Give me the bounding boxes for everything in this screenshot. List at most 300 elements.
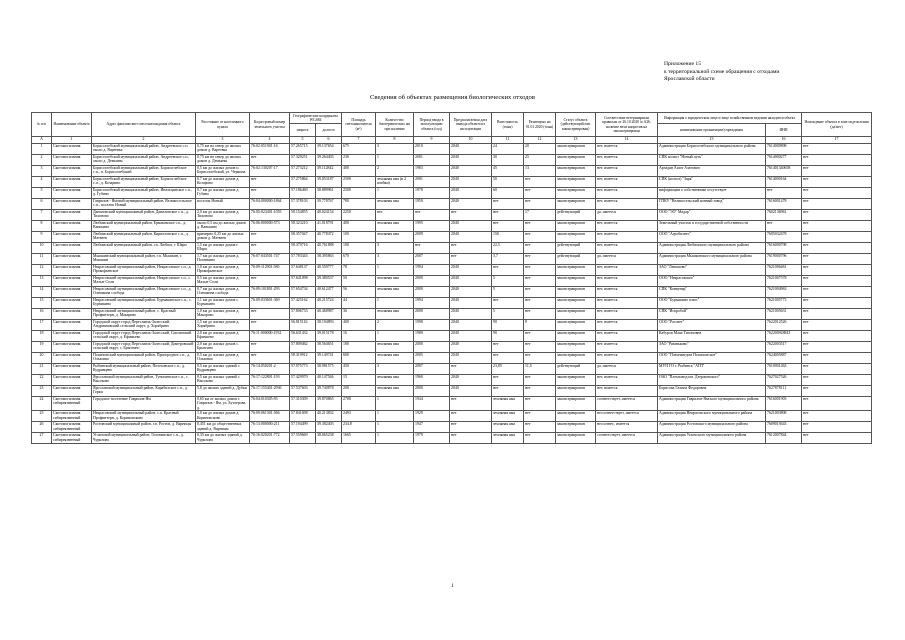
cell-rules: нет, имеется [596,177,658,188]
cell-distance: 0,5 км до жилых домов д. Ольховка [196,353,250,364]
cell-placed: нет [524,422,556,433]
cell-longitude: 39.112842 [316,166,342,177]
cell-num: 22 [32,375,52,386]
cell-capacity: нет [492,386,524,397]
cell-placed: нет [524,232,556,243]
cell-flood: нет [802,144,872,155]
cell-address: Рыбинский муниципальный район, Полеховское с.п., д. Кудрявцево [92,364,196,375]
cell-rules: соответствует, имеется [596,433,658,444]
cell-area: 1665 [342,433,376,444]
cell-pits: земляная яма [376,309,414,320]
cell-inn: 7624005887 [766,353,802,364]
cell-num: 9 [32,232,52,243]
cell-longitude: 40.215724 [316,298,342,309]
cell-num: 10 [32,243,52,254]
cell-address: Любимский муниципальный район, г.п. Любим, г. Шари [92,243,196,254]
cell-capacity: нет [492,353,524,364]
cell-name: Скотомогильник [52,243,92,254]
cell-year: 2007 [414,364,450,375]
cell-status: законсервирован [556,422,596,433]
colnum: 12 [524,137,556,144]
colnum: 8 [376,137,414,144]
cell-address: Городской округ город Переславль-Залесский, Андриановский сельский округ, д. Хорябрино [92,320,196,331]
cell-address: Даниловский муниципальный район, Даниловское с.п., д. Тихоново [92,210,196,221]
colnum: 9 [414,137,450,144]
cell-year: 1929 [414,411,450,422]
cell-distance: около 0,5 км до жилых домов д. Ванькино [196,221,250,232]
table-row [32,353,872,364]
cell-flood: нет [802,375,872,386]
cell-pits: 1 [376,188,414,199]
colnum: 15 [658,137,766,144]
cell-longitude: 41.018791 [316,221,342,232]
cell-flood: нет [802,422,872,433]
colnum: 13 [556,137,596,144]
cell-longitude: 39.740878 [316,386,342,397]
cell-rules: нет, имеется [596,309,658,320]
cell-distance: 0,5 км до жилых домов д. Малые Соли [196,276,250,287]
cell-flood: нет [802,155,872,166]
cell-capacity: 30 [492,155,524,166]
cell-placed: 11,5 [524,364,556,375]
cell-area: 2250 [342,210,376,221]
cell-name: Скотомогильник [52,188,92,199]
cell-latitude: 57.654734 [290,287,316,298]
cell-address: Некрасовский муниципальный район, Некрасовское с.п., д. Прокофьевское [92,265,196,276]
cell-cadastral: 76:16:020201:772 [250,433,290,444]
cell-decommission: 2040 [450,199,492,210]
cell-name: Скотомогильник сибиреязвенный [52,422,92,433]
cell-capacity: 24 [492,144,524,155]
cell-status: законсервирован [556,177,596,188]
cell-year: 1944 [414,397,450,411]
cell-distance: 0,75 км на север до жилых домов д. Демьяны [196,155,250,166]
cell-flood: нет [802,298,872,309]
cell-num: 17 [32,320,52,331]
colnum: 2 [92,137,196,144]
cell-org-name: Администрация Любимского муниципального района [658,243,766,254]
cell-longitude: 38.065238 [316,433,342,444]
cell-inn: 7612007844 [766,433,802,444]
cell-decommission: 2040 [450,221,492,232]
cell-flood: нет [802,287,872,298]
cell-capacity: 3,7 [492,254,524,265]
cell-org-name: МУП ГО г. Рыбинск "АТП" [658,364,766,375]
cell-rules: нет, имеется [596,232,658,243]
cell-placed: нет [524,243,556,254]
colnum: 6 [316,137,342,144]
cell-address: Некрасовский муниципальный район, Некрасовское с.п., с. Малые Соли [92,276,196,287]
cell-address: Борисоглебский муниципальный район, Андреевское с.п., около д. Демьяны [92,155,196,166]
cell-capacity: нет [492,199,524,210]
cell-rules: нет, имеется [596,221,658,232]
cell-decommission: 2040 [450,232,492,243]
cell-address: Гаврилов - Ямский муниципальный район, Великосельское с.п., поселок Новый [92,199,196,210]
cell-inn: 7614000277 [766,155,802,166]
cell-area: 230 [342,155,376,166]
cell-num: 26 [32,422,52,433]
cell-capacity: земляная яма [492,397,524,411]
cell-capacity: 90 [492,331,524,342]
cell-name: Скотомогильник [52,353,92,364]
cell-capacity: нет [492,210,524,221]
cell-year: 1995 [414,221,450,232]
cell-name: Скотомогильник [52,166,92,177]
cell-cadastral: 76:04:010305:93 [250,397,290,411]
cell-area: 15 [342,375,376,386]
cell-flood: нет [802,320,872,331]
cell-latitude: 58.319912 [290,353,316,364]
cell-pits: 3 [376,254,414,265]
cell-area: 100 [342,243,376,254]
cell-flood: нет [802,188,872,199]
cell-year: 2000 [414,309,450,320]
cell-name: Скотомогильник [52,276,92,287]
header-num: № п/п [32,113,52,137]
colnum: 17 [802,137,872,144]
cell-placed: нет [524,331,556,342]
cell-address: Ярославский муниципальный район, Туношенское с.п., с. Высоково [92,375,196,386]
cell-capacity: 150 [492,232,524,243]
cell-placed: нет [524,221,556,232]
cell-num: 7 [32,210,52,221]
cell-rules: нет, имеется [596,298,658,309]
cell-cadastral: нет [250,309,290,320]
cell-placed: 25 [524,155,556,166]
cell-capacity: нет [492,265,524,276]
header-rules: Соответствие ветеринарным правилам от 26.10.2020 № 626, наличие вехи напротив на законсервирован [596,113,658,137]
header-decommission: Предполагаемая дата вывода объекта из эксплуатации [450,113,492,137]
cell-inn: 7621003808 [766,411,802,422]
cell-address: Мышкинский муниципальный район, г.п. Мышкин, г. Мышкин [92,254,196,265]
cell-status: законсервирован [556,309,596,320]
cell-rules: нет, имеется [596,155,658,166]
cell-pits: земляная яма [376,375,414,386]
cell-flood: нет [802,353,872,364]
header-status: Статус объекта (действующий или законсервирован) [556,113,596,137]
cell-status: действующий [556,210,596,221]
cell-longitude: 40.468987 [316,309,342,320]
cell-name: Скотомогильник [52,342,92,353]
cell-decommission: 2040 [450,188,492,199]
cell-status: законсервирован [556,342,596,353]
table-row [32,422,872,433]
cell-address: Ростовский муниципальный район, г.п. Ростов, д. Варницы [92,422,196,433]
cell-decommission: нет [450,433,492,444]
cell-pits: нет [376,210,414,221]
cell-year: 2001 [414,155,450,166]
cell-num: 18 [32,331,52,342]
cell-rules: да, имеется [596,210,658,221]
cell-capacity: 50 [492,177,524,188]
cell-pits: земляная яма [376,287,414,298]
cell-decommission: 2040 [450,375,492,386]
cell-pits: 1 [376,433,414,444]
cell-pits: 3 [376,144,414,155]
header-owner: Информация о юридическом лице и лице хозяйственном ведении находится объект [658,113,802,124]
cell-distance: 2,0 км до жилых домов д. Ефимьево [196,331,250,342]
cell-year: 2000 [414,386,450,397]
cell-distance: примерно 0,25 км до жилых домов д. Матвеев [196,232,250,243]
cell-pits: земляная яма [376,276,414,287]
cell-pits: 1 [376,155,414,166]
cell-distance: 0,5 км до жилых домов п. Борисоглебский, ул. Черкина [196,166,250,177]
cell-distance: 5,8 до жилых зданий д. Дубки [196,386,250,397]
table-row [32,188,872,199]
table-row [32,265,872,276]
cell-inn: 7602136961 [766,210,802,221]
cell-latitude: 58.379716 [290,243,316,254]
cell-rules: нет, имеется [596,342,658,353]
cell-placed: нет [524,386,556,397]
cell-rules: нет, имеется [596,265,658,276]
cell-address: Некрасовский муниципальный район, Бурмакинское с.п., с. Бурмакино [92,298,196,309]
cell-area: 400 [342,320,376,331]
cell-distance: 1,5 км до жилых домов д. Хорябрино [196,320,250,331]
cell-cadastral: 76:09:112901:580 [250,265,290,276]
cell-inn: 7621004963 [766,287,802,298]
cell-rules: нет, имеется [596,320,658,331]
cell-decommission: 2040 [450,298,492,309]
cell-capacity: земляная яма [492,433,524,444]
header-address: Адрес фактического местонахождения объекта [92,113,196,137]
cell-org-name: Администрация Угличского муниципального района [658,433,766,444]
cell-org-name: Администрация Борисоглебского муниципального района [658,144,766,155]
cell-year: 1947 [414,422,450,433]
appendix-note [664,61,894,84]
cell-num: 6 [32,199,52,210]
cell-placed: нет [524,375,556,386]
cell-rules: соответствует, имеется [596,397,658,411]
cell-longitude: 38.564651 [316,342,342,353]
cell-placed: нет [524,298,556,309]
cell-address: Некрасовский муниципальный район, Некрасовское с.п., д. Олешкина слобода [92,287,196,298]
cell-inn: нет [766,221,802,232]
cell-placed: 13 [524,166,556,177]
cell-area: 2500 [342,188,376,199]
cell-address: Любимский муниципальный район, Кирилловское с.п., д. Матвеев [92,232,196,243]
cell-inn: 7622003517 [766,342,802,353]
header-coordinates: Географические координаты WGS84 [290,113,342,124]
cell-placed: нет [524,254,556,265]
cell-distance: 1,1 км до жилых домов с. Бурмакино [196,298,250,309]
cell-cadastral: 76:05:023401:1055 [250,210,290,221]
header-flood: Нахождение объекта в зоне подтопления (да/нет) [802,113,872,137]
cell-rules: нет, имеется [596,188,658,199]
cell-year: 1978 [414,188,450,199]
cell-area: 100 [342,232,376,243]
cell-name: Скотомогильник [52,265,92,276]
cell-org-name: Земельный участок в государственной собственности [658,221,766,232]
cell-status: законсервирован [556,411,596,422]
cell-latitude: 57.429970 [290,375,316,386]
table-row [32,177,872,188]
cell-pits: земляная яма (в 2 ячейки) [376,177,414,188]
cell-latitude: 57.648137 [290,265,316,276]
cell-cadastral: нет [250,320,290,331]
cell-pits: земляная яма [376,221,414,232]
colnum: 1 [52,137,92,144]
colnum: А [32,137,52,144]
cell-num: 19 [32,342,52,353]
cell-cadastral: 76:04:000000:1864 [250,199,290,210]
cell-placed: нет [524,177,556,188]
biowaste-sites-table [31,112,872,444]
cell-status: законсервирован [556,375,596,386]
cell-area: 44 [342,298,376,309]
cell-cadastral: нет [250,353,290,364]
cell-placed: нет [524,188,556,199]
cell-cadastral: 76:09:101801:293 [250,287,290,298]
cell-rules: нет, имеется [596,243,658,254]
cell-inn: 7621006461 [766,265,802,276]
cell-pits: 1 [376,265,414,276]
cell-pits: земляная яма [376,386,414,397]
table-row [32,386,872,397]
colnum: 16 [766,137,802,144]
cell-rules: нет, имеется [596,331,658,342]
cell-latitude: 57.273212 [290,166,316,177]
cell-pits: 1 [376,422,414,433]
cell-rules: несоответ., имеется [596,422,658,433]
cell-longitude: 40.559777 [316,265,342,276]
cell-area: 16 [342,331,376,342]
cell-status: законсервирован [556,166,596,177]
cell-year: 2009 [414,232,450,243]
cell-area: 78 [342,265,376,276]
cell-latitude: 57.841698 [290,411,316,422]
cell-name: Скотомогильник [52,331,92,342]
cell-num: 3 [32,166,52,177]
colnum: 14 [596,137,658,144]
cell-year: 2007 [414,254,450,265]
table-row [32,411,872,422]
cell-placed: 8 [524,320,556,331]
cell-cadastral: 76:09:061301:566 [250,411,290,422]
cell-pits: 3 [376,243,414,254]
cell-cadastral: 76:07:043501:747 [250,254,290,265]
cell-year: 2005 [414,353,450,364]
cell-org-name: Арзадян Ашот Азатович [658,166,766,177]
cell-latitude: 58.323210 [290,221,316,232]
header-distance: Расстояние от населенного пункта [196,113,250,137]
cell-name: Скотомогильник сибиреязвенный [52,411,92,422]
cell-distance: 0,7 км до жилых домов д. Козарино [196,177,250,188]
cell-cadastral: 76:11:000000:1932 [250,331,290,342]
cell-inn: 7621005631 [766,309,802,320]
cell-flood: нет [802,210,872,221]
cell-flood: нет [802,166,872,177]
cell-cadastral: нет [250,276,290,287]
cell-decommission: 2040 [450,320,492,331]
cell-address: Некрасовский муниципальный район, с. Красный Профинтерн, д. Макарово [92,309,196,320]
cell-name: Скотомогильник [52,155,92,166]
cell-year: 1994 [414,298,450,309]
cell-capacity: 5 [492,309,524,320]
cell-decommission: нет [450,210,492,221]
cell-placed: нет [524,199,556,210]
cell-year: 1979 [414,433,450,444]
cell-capacity: земляная яма [492,411,524,422]
cell-year: 2001 [414,177,450,188]
cell-flood: нет [802,199,872,210]
cell-status: законсервирован [556,276,596,287]
cell-inn: 762200928843 [766,331,802,342]
cell-status: действующий [556,254,596,265]
cell-cadastral: 76:02:051901:16 [250,144,290,155]
cell-flood: нет [802,364,872,375]
cell-capacity: земляная яма [492,422,524,433]
cell-decommission: нет [450,422,492,433]
table-body [32,144,872,444]
cell-flood: нет [802,243,872,254]
cell-decommission: 2040 [450,287,492,298]
cell-longitude: 39.778767 [316,199,342,210]
cell-name: Скотомогильник [52,287,92,298]
cell-address: Городское поселение Гаврилов-Ям [92,397,196,411]
cell-capacity: 90 [492,320,524,331]
cell-pits: 1 [376,411,414,422]
cell-num: 5 [32,188,52,199]
cell-address: Борисоглебский муниципальный район, Борисоглебское с.п., п. Борисоглебский [92,166,196,177]
cell-latitude: 57.186469 [290,188,316,199]
cell-decommission: нет [450,243,492,254]
cell-name: Скотомогильник [52,144,92,155]
cell-org-name: ОАО "Племзавод им. Дзержинского" [658,375,766,386]
document-title: Сведения об объектах размещения биологических отходов [370,94,535,101]
cell-cadastral: нет [250,155,290,166]
cell-longitude: 39.053187 [316,177,342,188]
cell-org-name: ООО "Бурмакино плюс" [658,298,766,309]
cell-status: законсервирован [556,221,596,232]
cell-decommission: нет [450,364,492,375]
cell-latitude: 57.265715 [290,144,316,155]
cell-rules: да, имеется [596,364,658,375]
cell-status: законсервирован [556,353,596,364]
cell-flood: нет [802,397,872,411]
cell-decommission: 2040 [450,155,492,166]
cell-name: Скотомогильник [52,386,92,397]
cell-inn: 7614000808 [766,144,802,155]
cell-area: 780 [342,199,376,210]
table-row [32,232,872,243]
cell-longitude: 38.889961 [316,188,342,199]
cell-org-name: Администрация Мышкинского муниципального района [658,254,766,265]
header-cadastral: Кадастровый номер земельного участка [250,113,290,137]
cell-cadastral: 76:02:130207:17 [250,166,290,177]
cell-name: Скотомогильник [52,199,92,210]
cell-rules: несоответствует, имеется [596,411,658,422]
cell-capacity: нет [492,298,524,309]
header-capacity: Вместимость (тонн) [492,113,524,137]
cell-cadastral: нет [250,177,290,188]
cell-address: Городской округ город Переславль-Залесский, Дмитровский сельский округ, с. Брызгино [92,342,196,353]
cell-year: 1960 [414,375,450,386]
cell-name: Скотомогильник сибиреязвенный [52,433,92,444]
cell-cadastral: 76:17:155401:2936 [250,386,290,397]
cell-distance: 1,0 км до жилых домов д. Кориновсково [196,411,250,422]
cell-area: 400 [342,221,376,232]
cell-latitude: 58.154855 [290,210,316,221]
cell-latitude: 57.783343 [290,254,316,265]
cell-year: 2000 [414,276,450,287]
cell-status: законсервирован [556,232,596,243]
cell-placed: нет [524,397,556,411]
cell-status: законсервирован [556,265,596,276]
cell-pits: 2 [376,320,414,331]
cell-status: законсервирован [556,397,596,411]
cell-latitude: 56.631432 [290,331,316,342]
